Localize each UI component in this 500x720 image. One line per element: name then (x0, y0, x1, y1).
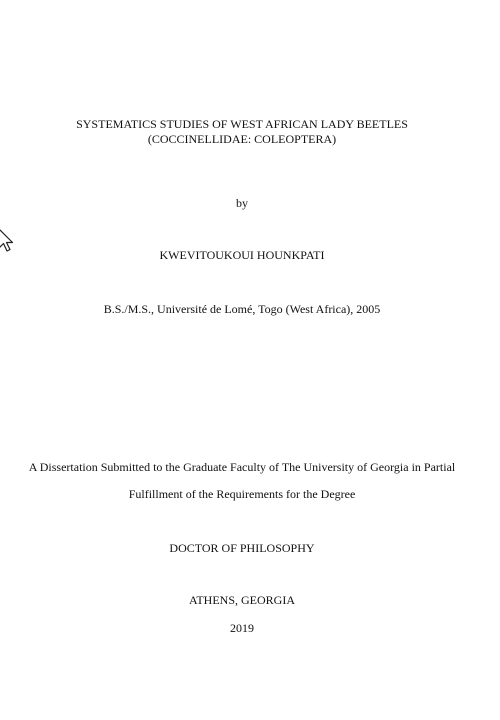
submission-statement-line-1: A Dissertation Submitted to the Graduate Faculty of The University of Georgia in Partial (28, 460, 456, 474)
degree-name: DOCTOR OF PHILOSOPHY (169, 541, 315, 555)
mouse-pointer-icon (0, 228, 16, 254)
by-line: by (236, 196, 248, 210)
prior-degree: B.S./M.S., Université de Lomé, Togo (West Africa), 2005 (103, 302, 381, 316)
year-line: 2019 (230, 621, 254, 635)
place-line: ATHENS, GEORGIA (189, 593, 295, 607)
submission-statement-line-2: Fulfillment of the Requirements for the Degree (128, 487, 356, 501)
author-name: KWEVITOUKOUI HOUNKPATI (159, 248, 325, 262)
dissertation-title: SYSTEMATICS STUDIES OF WEST AFRICAN LADY BEETLES (COCCINELLIDAE: COLEOPTERA) (76, 117, 408, 146)
